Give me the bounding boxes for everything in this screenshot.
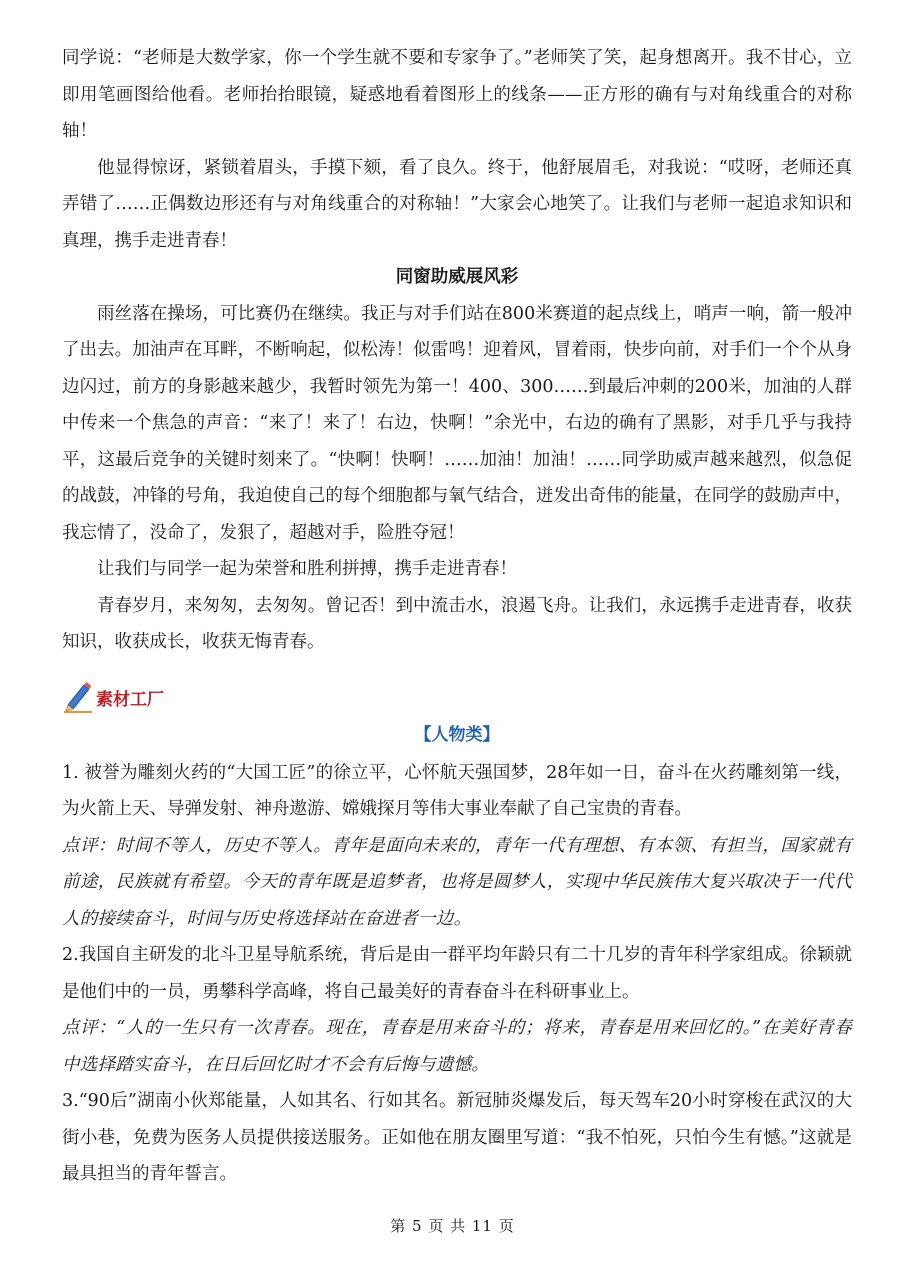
material-item-2: 2.我国自主研发的北斗卫星导航系统，背后是由一群平均年龄只有二十几岁的青年科学家组成。徐颖就是他们中的一员，勇攀科学高峰，将自己最美好的青春奋斗在科研事业上。 (62, 945, 852, 1002)
article-paragraph-3: 雨丝落在操场，可比赛仍在继续。我正与对手们站在800米赛道的起点线上，哨声一响，箭一般冲了出去。加油声在耳畔，不断响起，似松涛！似雷鸣！迎着风，冒着雨，快步向前，对手们一个个从身边闪过，前方的身影越来越少，我暂时领先为第一！400、300……到最后冲刺的200米，加油的人群中传来一个焦急的声音：“来了！来了！右边，快啊！”余光中，右边的确有了黑影，对手几乎与我持平，这最后竞争的关键时刻来了。“快啊！快啊！……加油！加油！……同学助威声越来越烈，似急促的战鼓，冲锋的号角，我迫使自己的每个细胞都与氧气结合，迸发出奇伟的能量，在同学的鼓励声中，我忘情了，没命了，发狠了，超越对手，险胜夺冠！ (62, 303, 852, 543)
material-item-3: 3.“90后”湖南小伙郑能量，人如其名、行如其名。新冠肺炎爆发后，每天驾车20小时穿梭在武汉的大街小巷，免费为医务人员提供接送服务。正如他在朋友圈里写道：“我不怕死，只怕今生有憾。”这就是最具担当的青年誓言。 (62, 1091, 852, 1184)
material-comment-2: 点评：“人的一生只有一次青春。现在，青春是用来奋斗的；将来，青春是用来回忆的。”在美好青春中选择踏实奋斗，在日后回忆时才不会有后悔与遗憾。 (62, 1018, 852, 1075)
material-comment-1: 点评：时间不等人，历史不等人。青年是面向未来的，青年一代有理想、有本领、有担当，国家就有前途，民族就有希望。今天的青年既是追梦者，也将是圆梦人，实现中华民族伟大复兴取决于一代代人的接续奋斗，时间与历史将选择站在奋进者一边。 (62, 835, 852, 929)
article-paragraph-1: 同学说：“老师是大数学家，你一个学生就不要和专家争了。”老师笑了笑，起身想离开。我不甘心，立即用笔画图给他看。老师抬抬眼镜，疑惑地看着图形上的线条——正方形的确有与对角线重合的对称轴！ (62, 48, 852, 141)
article-paragraph-5: 青春岁月，来匆匆，去匆匆。曾记否！到中流击水，浪遏飞舟。让我们，永远携手走进青春，收获知识，收获成长，收获无悔青春。 (62, 595, 852, 652)
materials-section-header (62, 665, 852, 713)
pencil-icon (62, 679, 94, 713)
materials-section-label: 素材工厂 (96, 689, 164, 710)
article-paragraph-4: 让我们与同学一起为荣誉和胜利拼搏，携手走进青春！ (97, 559, 517, 579)
materials-category-heading: 【人物类】 (414, 724, 500, 745)
article-paragraph-2: 他显得惊讶，紧锁着眉头，手摸下颏，看了良久。终于，他舒展眉毛，对我说：“哎呀，老师还真弄错了……正偶数边形还有与对角线重合的对称轴！”大家会心地笑了。让我们与老师一起追求知识和真理，携手走进青春！ (62, 157, 852, 251)
material-item-1: 1. 被誉为雕刻火药的“大国工匠”的徐立平，心怀航天强国梦，28年如一日，奋斗在火药雕刻第一线，为火箭上天、导弹发射、神舟遨游、嫦娥探月等伟大事业奉献了自己宝贵的青春。 (62, 762, 852, 819)
document-page (62, 40, 852, 1193)
page-number-footer: 第 5 页 共 11 页 (390, 1217, 515, 1235)
article-subtitle: 同窗助威展风彩 (395, 267, 519, 287)
